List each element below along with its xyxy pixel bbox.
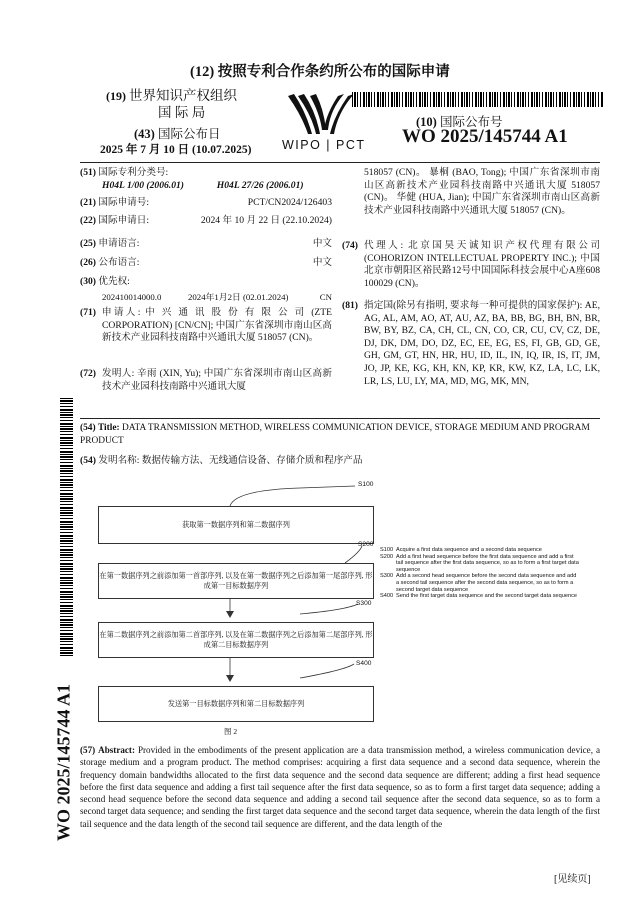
field-21: (21) 国际申请号: PCT/CN2024/126403 — [80, 197, 332, 208]
abstract: (57) Abstract: Provided in the embodiments of the present application are a data transmission method, a wireless communication device, a storage medium and a program product. The method comprises: acquiring a first data sequence and a second data sequence, wherein the frequency domain bandwidths allocated to the first data sequence and the second data sequence are different; adding a first head sequence before the first data sequence and adding a first tail sequence after the first data sequence, so as to form a first target data sequence; adding a second head sequence before the second data sequence and adding a second tail sequence after the second data sequence, so as to form a second target data sequence; and sending the first target data sequence and the second target data sequence, wherein the data length of the first tail sequence and the data length of the second tail sequence are different, and the data length of the — [80, 745, 600, 829]
legend-row: S300 Add a second head sequence before the second data sequence and add a second tail sequence after the second data sequence, so as to form a second target data sequence — [380, 573, 577, 593]
figure-legend — [380, 547, 580, 600]
field-71: (71) 申请人: 中 兴 通 讯 股 份 有 限 公 司 (ZTE CORPORATION) [CN/CN]; 中国广东省深圳市南山区高新技术产业园科技南路中兴通讯大厦 518057 (CN)。 — [80, 307, 332, 344]
org-line2: 国 际 局 — [158, 105, 206, 120]
org-block: (19) 世界知识产权组织 — [106, 88, 237, 103]
s200-leader — [345, 546, 362, 563]
pubno-value: WO 2025/145744 A1 — [402, 126, 568, 147]
field-51-values: H04L 1/00 (2006.01) H04L 27/26 (2006.01) — [102, 180, 304, 191]
field-81: (81) 指定国(除另有指明, 要求每一种可提供的国家保护): AE, AG, AL, AM, AO, AT, AU, AZ, BA, BB, BG, BH, BN, BR, BW, BY, BZ, CA, CH, CL, CN, CO, CR, CU, CV, CZ, DE, DJ, DK, DM, DO, DZ, EC, EE, EG, ES, FI, GB, GD, GE, GH, GM, GT, HN, HR, HU, ID, IL, IN, IQ, IR, IS, IT, JM, JO, JP, KE, KG, KH, KN, KP, KR, KW, KZ, LA, LC, LK, LR, LS, LU, LY, MA, MD, MG, MK, MN, — [342, 300, 600, 387]
s100-leader — [230, 486, 355, 506]
field-72: (72) 发明人: 辛雨 (XIN, Yu); 中国广东省深圳市南山区高新技术产业园科技南路中兴通讯大厦 — [80, 368, 332, 392]
field-25: (25) 申请语言: 中文 — [80, 238, 332, 249]
s400-leader — [300, 664, 354, 678]
field-26: (26) 公布语言: 中文 — [80, 257, 332, 268]
side-pubno: WO 2025/145744 A1 — [53, 684, 74, 842]
field-30-values: 202410014000.0 2024年1月2日 (02.01.2024) CN — [102, 292, 332, 302]
field-51: (51) 国际专利分类号: — [80, 167, 169, 178]
arrowhead-2 — [226, 611, 234, 618]
field-74: (74) 代理人: 北京国昊天诚知识产权代理有限公司 (COHORIZON INTELLECTUAL PROPERTY INC.); 中国北京市朝阳区裕民路12号中国国际科技会展中心A座608 100029 (CN)。 — [342, 240, 600, 289]
doc-type: (12) 按照专利合作条约所公布的国际申请 — [190, 64, 450, 80]
field-22: (22) 国际申请日: 2024 年 10 月 22 日 (22.10.2024) — [80, 215, 332, 226]
step-label-s300: S300 — [356, 600, 372, 607]
step-box-s400: 发送第一目标数据序列和第二目标数据序列 — [98, 686, 374, 722]
step-label-s100: S100 — [358, 481, 374, 488]
title-zh: (54) 发明名称: 数据传输方法、无线通信设备、存储介质和程序产品 — [80, 455, 363, 466]
figure-caption: 图 2 — [224, 727, 238, 736]
step-label-s200: S200 — [358, 541, 374, 548]
continued-note: [见续页] — [554, 874, 591, 885]
step-box-s300: 在第二数据序列之前添加第二首部序列, 以及在第二数据序列之后添加第二尾部序列, 形成第二目标数据序列 — [98, 622, 374, 658]
title-en: (54) Title: DATA TRANSMISSION METHOD, WIRELESS COMMUNICATION DEVICE, STORAGE MEDIUM AND PROGRAM PRODUCT — [80, 423, 590, 446]
step-box-s200: 在第一数据序列之前添加第一首部序列, 以及在第一数据序列之后添加第一尾部序列, 形成第一目标数据序列 — [98, 563, 374, 599]
pubdate-label: (43) 国际公布日 — [134, 127, 221, 141]
step-label-s400: S400 — [356, 660, 372, 667]
wipo-pct-text: WIPO | PCT — [282, 138, 366, 152]
step-box-s100: 获取第一数据序列和第二数据序列 — [98, 506, 374, 544]
pubno-label: (10) 国际公布号 — [416, 115, 503, 129]
field-30: (30) 优先权: — [80, 276, 130, 287]
s300-leader — [300, 604, 358, 614]
field-72-cont: 518057 (CN)。 暴桐 (BAO, Tong); 中国广东省深圳市南山区高新技术产业园科技南路中兴通讯大厦 518057 (CN)。 华健 (HUA, Jian); 中国广东省深圳市南山区高新技术产业园科技南路中兴通讯大厦 518057 (CN)。 — [364, 167, 600, 216]
legend-row: S100 Acquire a first data sequence and a second data sequence — [380, 547, 542, 553]
arrowhead-3 — [226, 675, 234, 682]
legend-row: S400 Send the first target data sequence and the second target data sequence — [380, 593, 577, 600]
pubdate-value: 2025 年 7 月 10 日 (10.07.2025) — [100, 144, 252, 156]
legend-row: S200 Add a first head sequence before the first data sequence and add a first tail sequence after the first data sequence, so as to form a first target data sequence — [380, 553, 579, 573]
